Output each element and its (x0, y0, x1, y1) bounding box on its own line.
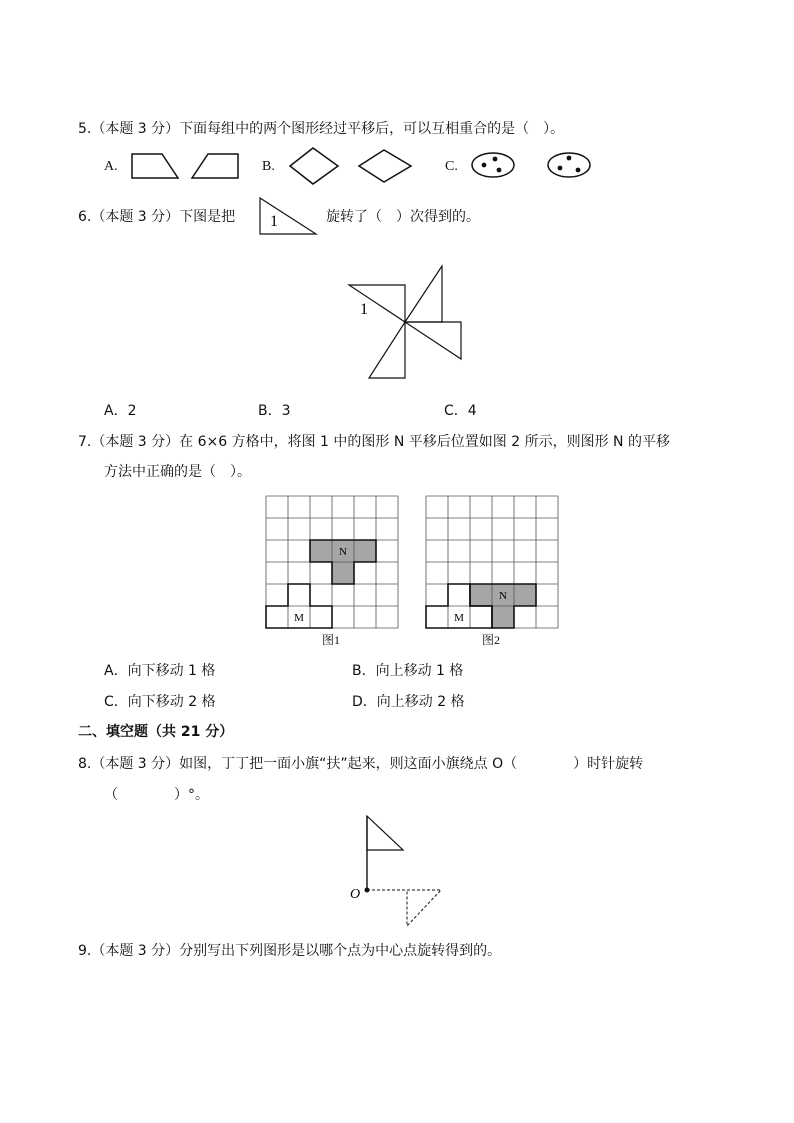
grid1-label-n: N (339, 546, 347, 558)
section2-title: 二、填空题（共 21 分） (78, 724, 234, 740)
q9-text: 9.（本题 3 分）分别写出下列图形是以哪个点为中心点旋转得到的。 (78, 943, 502, 959)
q6-option-c[interactable]: C．4 (444, 403, 477, 419)
dot (493, 157, 498, 162)
q6-option-a[interactable]: A．2 (104, 403, 137, 419)
grid1-label-m: M (294, 612, 304, 624)
pinwheel-triangle-2 (405, 266, 442, 322)
grid2-label-n: N (499, 590, 507, 602)
dot (482, 163, 487, 168)
q5-option-c-shapes (470, 148, 600, 182)
diamond-shape-1 (290, 148, 338, 184)
flag-fallen (407, 890, 441, 926)
q6-pinwheel-figure (349, 266, 464, 381)
q7-option-a[interactable]: A．向下移动 1 格 (104, 663, 216, 679)
q5-option-b-label[interactable]: B. (262, 159, 275, 174)
q7-option-c[interactable]: C．向下移动 2 格 (104, 694, 216, 710)
grid2-label-m: M (454, 612, 464, 624)
q8-flag-figure (346, 812, 456, 932)
point-o (365, 888, 370, 893)
pinwheel-triangle-4 (369, 322, 405, 378)
q7-option-d[interactable]: D．向上移动 2 格 (352, 694, 465, 710)
q7-option-b[interactable]: B．向上移动 1 格 (352, 663, 464, 679)
q5-option-b-shapes (288, 146, 428, 186)
q5-option-c-label[interactable]: C. (445, 159, 458, 174)
q5-option-a-shapes (128, 150, 268, 180)
flag-upright (367, 816, 403, 850)
q8-line2: （ ）°。 (104, 787, 209, 803)
q6-figure-label: 1 (360, 301, 368, 318)
ellipse-shape-1 (472, 153, 514, 177)
q5-text: 5.（本题 3 分）下面每组中的两个图形经过平移后，可以互相重合的是（ ）。 (78, 121, 565, 137)
q7-grid-figure-2 (426, 496, 558, 628)
pinwheel-triangle-3 (405, 322, 461, 359)
q5-option-a-label[interactable]: A. (104, 159, 118, 174)
q7-line1: 7.（本题 3 分）在 6×6 方格中，将图 1 中的图形 N 平移后位置如图 2 所示，则图形 N 的平移 (78, 434, 670, 450)
q7-line2: 方法中正确的是（ ）。 (104, 464, 251, 480)
trapezoid-shape-1 (132, 154, 178, 178)
q8-point-label: O (350, 887, 361, 902)
dot (497, 168, 502, 173)
q6-text-after: 旋转了（ ）次得到的。 (326, 209, 480, 225)
q8-line1: 8.（本题 3 分）如图，丁丁把一面小旗“扶”起来，则这面小旗绕点 O（ ）时针旋转 (78, 756, 644, 772)
trapezoid-shape-2 (192, 154, 238, 178)
dot (567, 156, 572, 161)
q6-triangle-label: 1 (270, 213, 278, 230)
diamond-shape-2 (359, 150, 411, 182)
q7-fig2-caption: 图2 (482, 633, 501, 647)
q6-text-before: 6.（本题 3 分）下图是把 (78, 209, 236, 225)
q6-triangle-icon (258, 196, 318, 238)
q6-option-b[interactable]: B．3 (258, 403, 291, 419)
pinwheel-triangle-1 (349, 285, 405, 322)
dot (576, 168, 581, 173)
q7-grid-figure-1 (266, 496, 398, 628)
q7-fig1-caption: 图1 (322, 633, 341, 647)
dot (558, 166, 563, 171)
